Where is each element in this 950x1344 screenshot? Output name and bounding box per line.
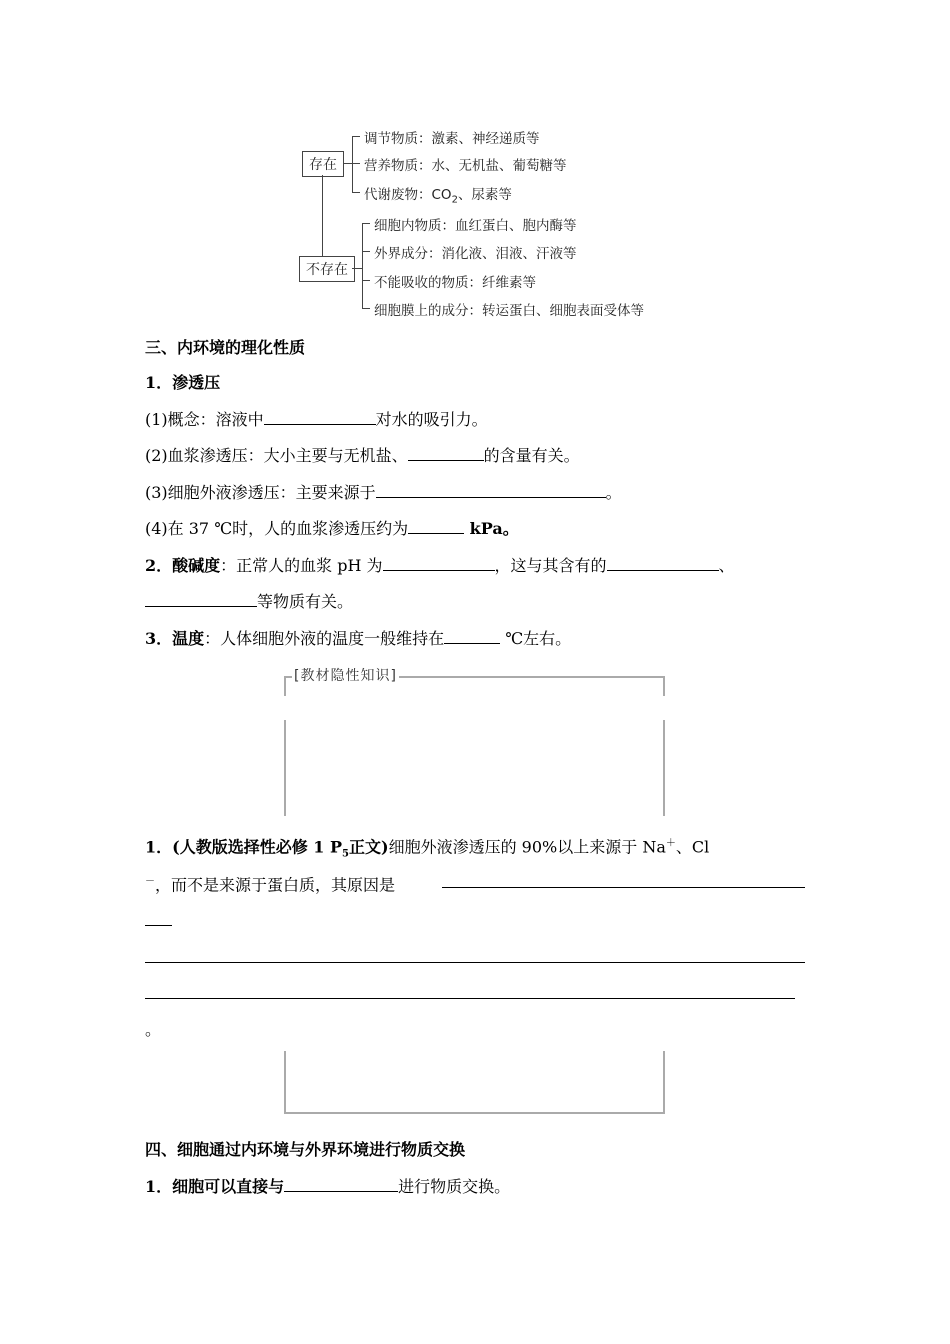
q4-plasma-pressure: (4)在 37 ℃时，人的血浆渗透压约为 kPa。 [145,519,519,538]
exist-item-1: 调节物质：激素、神经递质等 [364,131,540,147]
temperature-line: 3．温度：人体细胞外液的温度一般维持在 ℃左右。 [145,629,572,648]
section4-heading: 四、细胞通过内环境与外界环境进行物质交换 [145,1140,466,1159]
answer-line[interactable] [145,925,172,926]
q1-concept: (1)概念：溶液中 对水的吸引力。 [145,410,488,429]
not-exist-item-2: 外界成分：消化液、泪液、汗液等 [374,246,577,262]
answer-blank[interactable] [284,1175,398,1192]
answer-line[interactable] [145,962,805,963]
not-exist-item-1: 细胞内物质：血红蛋白、胞内酶等 [374,218,577,234]
ph-line-1: 2．酸碱度：正常人的血浆 pH 为 ，这与其含有的 、 [145,556,735,575]
section3-heading: 三、内环境的理化性质 [145,338,306,357]
exist-box: 存在 [302,151,344,177]
section4-q1: 1．细胞可以直接与 进行物质交换。 [145,1177,511,1196]
answer-line[interactable] [145,998,795,999]
answer-blank[interactable] [408,444,484,461]
answer-blank[interactable] [408,517,464,534]
hk-q1-line1: 1．(人教版选择性必修 1 $P_5$正文)细胞外液渗透压的 90%以上来源于 Na＋、Cl [145,837,710,860]
answer-blank[interactable] [444,627,500,644]
answer-blank[interactable] [383,554,495,571]
exist-item-2: 营养物质：水、无机盐、葡萄糖等 [364,158,567,174]
not-exist-item-4: 细胞膜上的成分：转运蛋白、细胞表面受体等 [374,303,644,319]
q3-extracellular-osmotic: (3)细胞外液渗透压：主要来源于 。 [145,483,622,502]
end-mark: 。 [145,1020,162,1039]
q2-plasma-osmotic: (2)血浆渗透压：大小主要与无机盐、 的含量有关。 [145,446,580,465]
osmotic-pressure-title: 1．渗透压 [145,373,221,392]
answer-line[interactable] [442,887,805,888]
hk-q1-line2: －，而不是来源于蛋白质，其原因是 [145,875,396,895]
exist-item-3: 代谢废物：$CO_2$、尿素等 [364,187,512,206]
answer-blank[interactable] [145,590,257,607]
hidden-knowledge-title: [教材隐性知识] [292,665,399,685]
answer-blank[interactable] [264,408,376,425]
not-exist-box: 不存在 [299,256,355,282]
not-exist-item-3: 不能吸收的物质：纤维素等 [374,275,536,291]
answer-blank[interactable] [376,481,606,498]
answer-blank[interactable] [607,554,719,571]
ph-line-2: 等物质有关。 [145,590,353,613]
